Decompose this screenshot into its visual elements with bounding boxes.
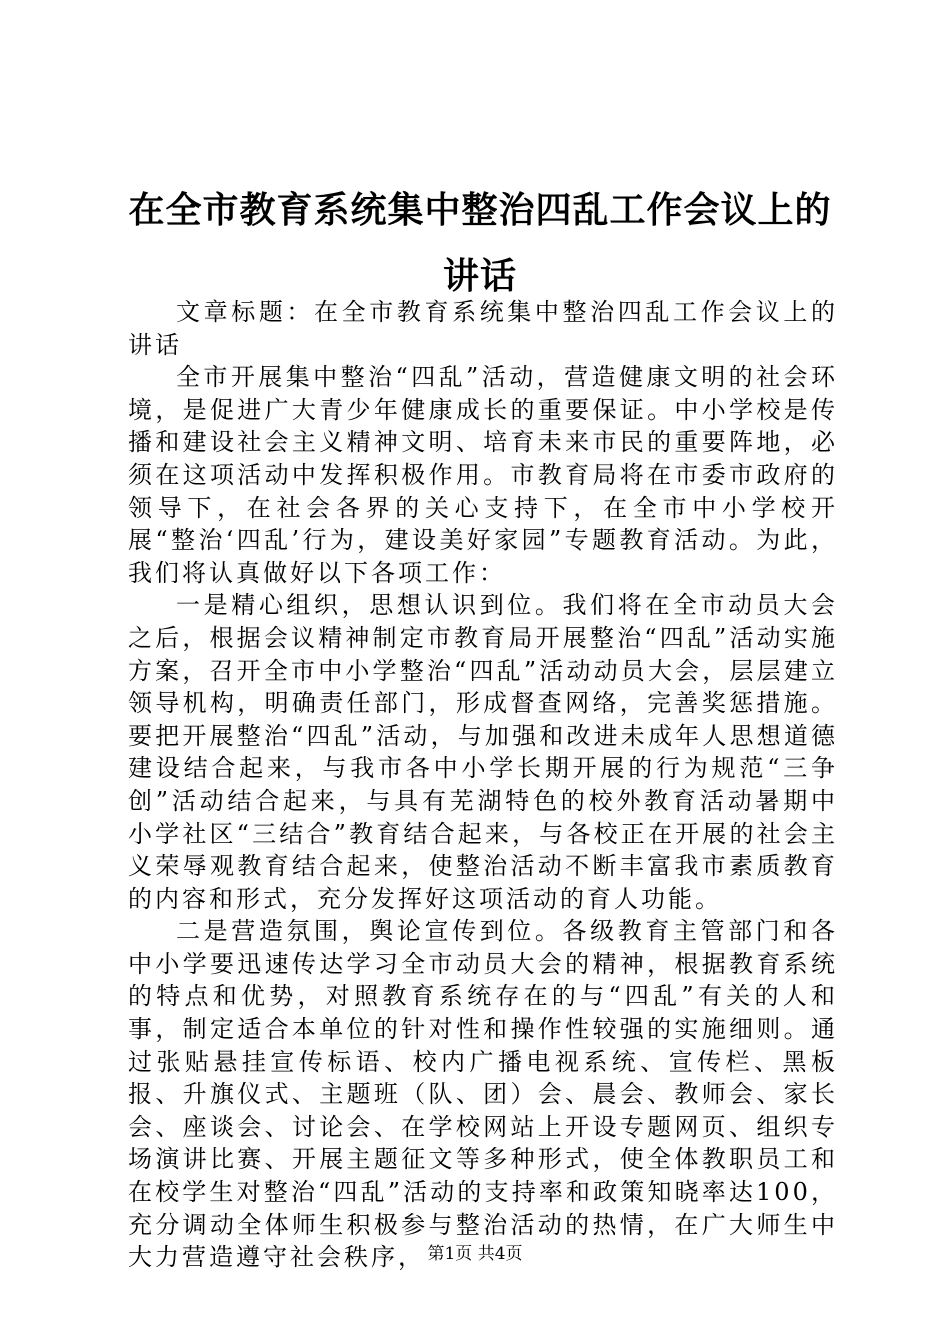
document-body: [128, 296, 838, 1274]
document-title: 在全市教育系统集中整治四乱工作会议上的讲话: [128, 190, 832, 297]
paragraph-intro: 全市开展集中整治“四乱”活动，营造健康文明的社会环境，是促进广大青少年健康成长的重要保证。中小学校是传播和建设社会主义精神文明、培育未来市民的重要阵地，必须在这项活动中发挥积极作用。市教育局将在市委市政府的领导下，在社会各界的关心支持下，在全市中小学校开展“整治‘四乱’行为，建设美好家园”专题教育活动。为此，我们将认真做好以下各项工作：: [128, 363, 838, 587]
paragraph-point-two: 二是营造氛围，舆论宣传到位。各级教育主管部门和各中小学要迅速传达学习全市动员大会的精神，根据教育系统的特点和优势，对照教育系统存在的与“四乱”有关的人和事，制定适合本单位的针对性和操作性较强的实施细则。通过张贴悬挂宣传标语、校内广播电视系统、宣传栏、黑板报、升旗仪式、主题班（队、团）会、晨会、教师会、家长会、座谈会、讨论会、在学校网站上开设专题网页、组织专场演讲比赛、开展主题征文等多种形式，使全体教职员工和在校学生对整治“四乱”活动的支持率和政策知晓率达100，充分调动全体师生积极参与整治活动的热情，在广大师生中大力营造遵守社会秩序，: [128, 917, 838, 1272]
paragraph-article-title: 文章标题：在全市教育系统集中整治四乱工作会议上的讲话: [128, 298, 838, 359]
page-footer: 第1页 共4页: [427, 1244, 523, 1264]
paragraph-point-one: 一是精心组织，思想认识到位。我们将在全市动员大会之后，根据会议精神制定市教育局开展整治“四乱”活动实施方案，召开全市中小学整治“四乱”活动动员大会，层层建立领导机构，明确责任部门，形成督查网络，完善奖惩措施。要把开展整治“四乱”活动，与加强和改进未成年人思想道德建设结合起来，与我市各中小学长期开展的行为规范“三争创”活动结合起来，与具有芜湖特色的校外教育活动暑期中小学社区“三结合”教育结合起来，与各校正在开展的社会主义荣辱观教育结合起来，使整治活动不断丰富我市素质教育的内容和形式，充分发挥好这项活动的育人功能。: [128, 591, 838, 913]
